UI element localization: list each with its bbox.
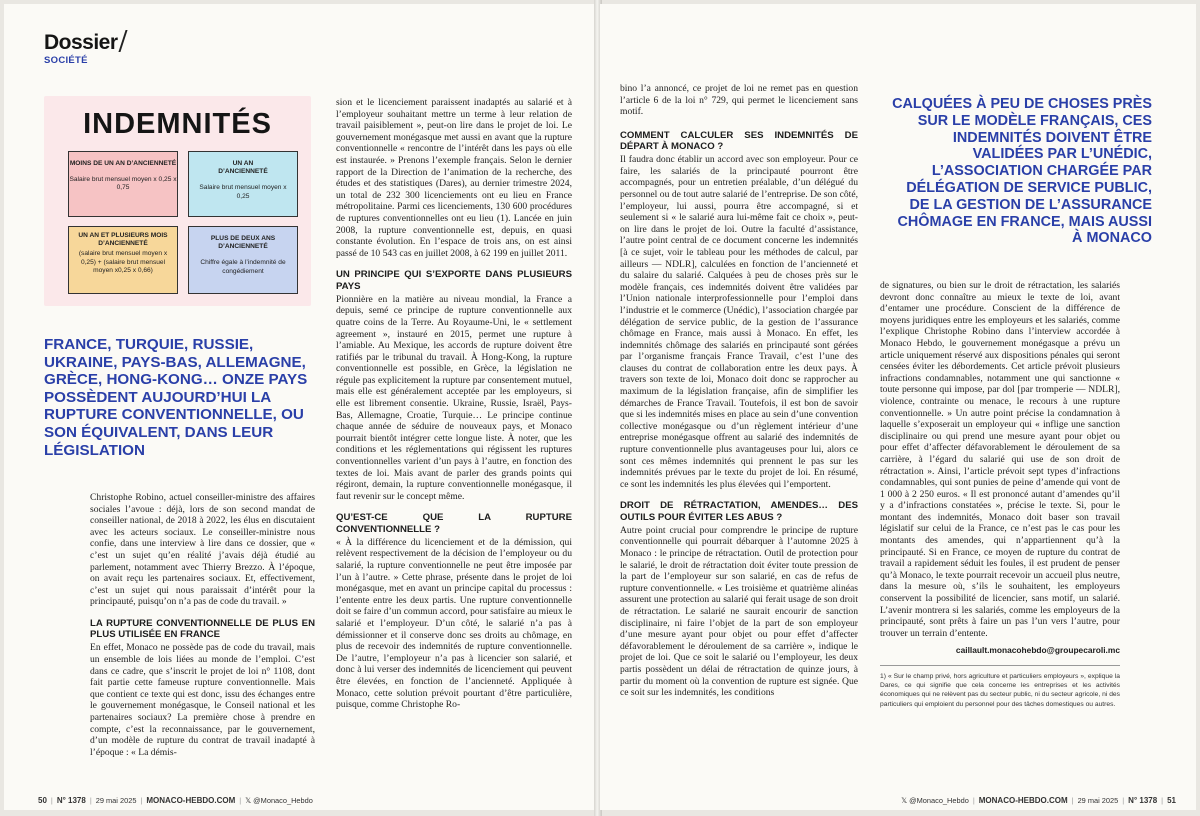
subheading-retractation: DROIT DE RÉTRACTATION, AMENDES… DES OUTILS POUR ÉVITER LES ABUS ? bbox=[620, 500, 858, 523]
card-heading: MOINS DE UN AN D’ANCIENNETÉ bbox=[69, 160, 177, 167]
card-one-year-plus-months bbox=[68, 226, 178, 294]
infographic-title: INDEMNITÉS bbox=[83, 108, 272, 140]
left-page bbox=[4, 4, 596, 810]
body-paragraph: Il faudra donc établir un accord avec son employeur. Pour ce faire, les salariés de la principauté pourront être accompagnés, pour un entretien préalable, d’un délégué du personnel ou de tout autre salarié de l’entreprise. De son côté, l’employeur, lui aussi, pourra être accompagné, si et seulement si « le salarié aura lui-même fait ce choix », peut-on lire dans le projet de loi. Outre la faculté d’assistance, l’autre point central de ce document concerne les indemnités [à ce sujet, voir le tableau pour les méthodes de calcul, par ailleurs — NDLR], calculées en fonction de l’ancienneté et du salaire du salarié. Calquées à peu de choses près sur le modèle français, ces indemnités doivent être validées par l’Union nationale interprofessionnelle pour l’emploi dans l’industrie et le commerce (Unédic), l’association chargée par délégation de service public, de la gestion de l’assurance chômage en France, mais aussi à Monaco. En effet, les indemnités chômage des salariés en principauté sont gérées par l’organisme français France Travail, c’est l’une des clauses du contrat de collaboration entre les deux pays. À travers son texte de loi, Monaco doit donc se rapprocher au maximum de la législation française, afin de simplifier les démarches de France Travail. Toutefois, il est bon de savoir que si les indemnités mises en place au sein d’une convention collective monégasque ou d’un règlement intérieur d’une entreprise monégasque offrent au salarié des indemnités de rupture conventionnelle plus avantageuses pour lui, alors ce sont ces mêmes indemnités qui prennent le pas sur les indemnités prévues par le texte du projet de loi. En résumé, ce sont les indemnités les plus élevées qui l’emportent. bbox=[620, 154, 858, 490]
footer-right: 𝕏 @Monaco_Hebdo | MONACO-HEBDO.COM | 29 mai 2025 | N° 1378 | 51 bbox=[901, 796, 1176, 805]
right-column-1 bbox=[620, 83, 858, 699]
website: MONACO-HEBDO.COM bbox=[978, 796, 1068, 805]
website: MONACO-HEBDO.COM bbox=[146, 796, 236, 805]
footnote: 1) « Sur le champ privé, hors agriculture et particuliers employeurs », explique la Dares, ce qui signifie que cela concerne les entreprises et les activités économiques qui ne relèvent pas du secteur public, ni du secteur agricole, ni des particuliers qui emploient du personnel pour des tâches domestiques ou autres. bbox=[880, 673, 1120, 708]
author-email: caillault.monacohebdo@groupecaroli.mc bbox=[955, 645, 1120, 656]
card-heading: UN AN ET PLUSIEURS MOIS D’ANCIENNETÉ bbox=[78, 232, 168, 248]
social-handle: 𝕏 @Monaco_Hebdo bbox=[245, 796, 313, 805]
footer-left: 50 | N° 1378 | 29 mai 2025 | MONACO-HEBDO.COM | 𝕏 @Monaco_Hebdo bbox=[38, 796, 313, 805]
intro-paragraph: Christophe Robino, actuel conseiller-ministre des affaires sociales l’avoue : déjà, lors de son second mandat de conseiller national, de 2018 à 2022, les élus en discutaient avec les acteurs sociaux. Le conseiller-ministre nous confie, dans une interview à lire dans ce dossier, que « c’est un sujet qu’en réalité j’avais déjà étudié au parlement, notamment avec Thierry Brezzo. À l’époque, on avait reçu les partenaires sociaux. Et, effectivement, c’est un sujet qui nous paraissait d’intérêt pour la principauté, puisqu’on n’a pas de code du travail. » bbox=[90, 492, 315, 608]
right-column-2 bbox=[880, 280, 1120, 709]
card-less-one-year bbox=[68, 151, 178, 217]
card-more-two-years bbox=[188, 226, 298, 294]
card-heading: PLUS DE DEUX ANS D’ANCIENNETÉ bbox=[210, 235, 276, 251]
card-body: Salaire brut mensuel moyen x 0,25 x 0,75 bbox=[69, 176, 177, 192]
left-column-2 bbox=[336, 97, 572, 711]
subheading-calcul: COMMENT CALCULER SES INDEMNITÉS DE DÉPART À MONACO ? bbox=[620, 129, 858, 152]
section-title: Dossier bbox=[44, 31, 118, 54]
card-body: Chiffre égale à l’indemnité de congédiement bbox=[200, 259, 286, 275]
section-header bbox=[44, 30, 124, 66]
card-heading: UN AN D’ANCIENNETÉ bbox=[218, 160, 268, 176]
pull-quote-countries: FRANCE, TURQUIE, RUSSIE, UKRAINE, PAYS-BAS, ALLEMAGNE, GRÈCE, HONG-KONG… ONZE PAYS POSSÈDENT AUJOURD’HUI LA RUPTURE CONVENTIONNELLE, OU SON ÉQUIVALENT, DANS LEUR LÉGISLATION bbox=[44, 336, 308, 459]
subheading-definition: QU’EST-CE QUE LA RUPTURE CONVENTIONNELLE ? bbox=[336, 512, 572, 535]
social-handle: 𝕏 @Monaco_Hebdo bbox=[901, 796, 969, 805]
body-paragraph: Pionnière en la matière au niveau mondial, la France a depuis, semé ce principe de rupture conventionnelle aux quatre coins de la Terre. Au Royaume-Uni, le « settlement agreement », instauré en 2015, permet une rupture à l’amiable. Au Mexique, les accords de rupture doivent être ratifiés par le tribunal du travail. À Hong-Kong, la rupture conventionnelle est possible, en Grèce, la législation ne régule pas explicitement la rupture par consentement mutuel, mais elle est généralement acceptée par les employeurs, si elle est librement consentie. Ukraine, Russie, Israël, Pays-Bas, Allemagne, Croatie, Turquie… Le principe continue chaque année de séduire de nouveaux pays, et Monaco pourrait bientôt intégrer cette longue liste. À noter, que les conditions et les réglementations qui régissent les ruptures conventionnelles varient d’un pays à l’autre, en fonction des textes de loi. Mais avant de parler des grands points qui régiront, demain, la rupture conventionnelle monégasque, il faut revenir sur le concept même. bbox=[336, 293, 572, 502]
right-page bbox=[600, 4, 1196, 810]
card-body: Salaire brut mensuel moyen x 0,25 bbox=[199, 184, 287, 200]
issue-date: 29 mai 2025 bbox=[1077, 796, 1119, 805]
page-number: 50 bbox=[38, 796, 47, 805]
indemnites-infographic bbox=[44, 96, 311, 306]
subheading-export: UN PRINCIPE QUI S’EXPORTE DANS PLUSIEURS PAYS bbox=[336, 269, 572, 292]
section-subtitle: SOCIÉTÉ bbox=[44, 55, 88, 66]
body-paragraph: En effet, Monaco ne possède pas de code du travail, mais un ensemble de lois liées au monde de l’emploi. C’est dans ce cadre, que s’inscrit le projet de loi n° 1108, dont fait partie cette fameuse rupture conventionnelle. Mais que contient ce texte qui est donc, issu des échanges entre le gouvernement monégasque, le Conseil national et les partenaires sociaux? La première chose à prendre en compte, c’est la reconnaissance, par le gouvernement, d’un modèle de rupture du contrat de travail inadapté à l’époque : « La démis- bbox=[90, 642, 315, 758]
body-paragraph: sion et le licenciement paraissent inadaptés au salarié et à l’employeur souhaitant mettre un terme à leur relation de travail paisiblement », peut-on lire dans le projet de loi. Le gouvernement monégasque met aussi en avant que la rupture conventionnelle « rencontre de l’intérêt dans les pays où elle est instaurée. » Prenons l’exemple français. Selon le dernier rapport de la Direction de l’animation de la recherche, des études et des statistiques (Dares), au dernier trimestre 2024, un total de 232 300 licenciements ont eu lieu en France métropolitaine. Parmi ces licenciements, 130 600 procédures de ruptures conventionnelles ont eu lieu (1). Lancée en juin 2008, la rupture conventionnelle est, depuis, en quasi constante évolution. En l’espace de trois ans, on est ainsi passé de 10 543 cas en juillet 2008, à 62 199 en juillet 2011. bbox=[336, 97, 572, 259]
subheading-france-usage: LA RUPTURE CONVENTIONNELLE DE PLUS EN PLUS UTILISÉE EN FRANCE bbox=[90, 617, 315, 641]
issue-number: N° 1378 bbox=[1128, 796, 1158, 805]
card-body: (salaire brut mensuel moyen x 0,25) + (salaire brut mensuel moyen x0,25 x 0,66) bbox=[78, 250, 168, 274]
card-one-year bbox=[188, 151, 298, 217]
footnote-divider bbox=[880, 665, 1120, 666]
slash-mark bbox=[118, 30, 127, 52]
issue-number: N° 1378 bbox=[56, 796, 86, 805]
page-number: 51 bbox=[1167, 796, 1176, 805]
left-column-1 bbox=[90, 492, 315, 758]
issue-date: 29 mai 2025 bbox=[95, 796, 137, 805]
body-paragraph: de signatures, ou bien sur le droit de rétractation, les salariés devront donc connaître au mieux le texte de loi, avant d’entamer une procédure. Conscient de la différence de moyens juridiques entre les employeurs et les salariés, comme l’explique Christophe Robino dans l’interview accordée à Monaco Hebdo, le gouvernement monégasque a prévu un article uniquement réservé aux dispositions pénales qui seront censées éviter les débordements. Cet article prévoit plusieurs infractions condamnables, notamment une qui sanctionne « toute personne qui impose, par dol [par tromperie — NDLR], violence, contrainte ou menace, le recours à une rupture conventionnelle. » Un autre point précise la condamnation à laquelle s’exposerait un employeur qui « inflige une sanction disciplinaire ou qui prend une mesure ayant pour objet ou pour effet d’affecter défavorablement le déroulement de sa carrière, à l’égard du salarié qui use de son droit de rétractation ». Ainsi, l’article prévoit sept types d’infractions condamnables, qui sont punies de peine d’amende qui vont de 1 000 à 2 250 euros. « Il est prononcé autant d’amendes qu’il y a d’infractions constatées », précise le texte. Si, pour le montant des indemnités, Monaco doit baser son travail législatif sur celui de la France, ce n’est pas le cas pour les montants des amendes, qui n’appartiennent qu’à la principauté. Si en France, ce moyen de rupture du contrat de travail a rapidement séduit les foules, il est prudent de penser qu’à Monaco, le texte pourrait recevoir un accueil plus neutre, dans la mesure où, s’ils le souhaitent, les employeurs conservent la possibilité de licencier, sans motif, un salarié. L’avenir montrera si les salariés, comme les employeurs de la principauté, sont prêts à faire un pas l’un vers l’autre, pour trouver un terrain d’entente. bbox=[880, 280, 1120, 639]
pull-quote-unedic: CALQUÉES À PEU DE CHOSES PRÈS SUR LE MODÈLE FRANÇAIS, CES INDEMNITÉS DOIVENT ÊTRE VALIDÉES PAR L’UNÉDIC, L’ASSOCIATION CHARGÉE PAR DÉLÉGATION DE SERVICE PUBLIC, DE LA GESTION DE L’ASSURANCE CHÔMAGE EN FRANCE, MAIS AUSSI À MONACO bbox=[892, 96, 1152, 247]
body-paragraph: « À la différence du licenciement et de la démission, qui relèvent respectivement de la décision de l’employeur ou du salarié, la rupture conventionnelle ne peut être imposée par l’un à l’autre. » Cette phrase, présente dans le projet de loi monégasque, met en avant un principe capital du processus : l’entente entre les deux partis. Une rupture conventionnelle doit se faire d’un commun accord, pour satisfaire au mieux le salarié et l’employeur. D’un côté, le salarié n’a pas à démissionner et il conserve donc ses droits au chômage, en plus de recevoir des indemnités de rupture conventionnelle. De l’autre, l’employeur n’a pas à licencier son salarié, et donc à lui verser des indemnités de licenciement qui peuvent être élevées, en fonction de l’ancienneté. Appliquée à Monaco, cette solution prévoit pourtant d’être particulière, puisque, comme Christophe Ro- bbox=[336, 536, 572, 711]
body-paragraph: bino l’a annoncé, ce projet de loi ne remet pas en question l’article 6 de la loi n° 729, qui permet le licenciement sans motif. bbox=[620, 83, 858, 118]
body-paragraph: Autre point crucial pour comprendre le principe de rupture conventionnelle qui pourrait débarquer à l’automne 2025 à Monaco : le principe de rétractation. Outil de protection pour le salarié, le droit de rétractation doit éviter toute pression de la part de l’employeur sur son salarié, en cas de refus de rupture conventionnelle. « Les troisième et quatrième alinéas assurent une protection au salarié qui ferait usage de son droit de rétractation. Le salarié ne saurait encourir de sanction disciplinaire, ni faire l’objet de la part de son employeur d’une mesure ayant pour objet ou pour effet d’affecter défavorablement le déroulement de sa carrière », indique le projet de loi. Que ce soit le salarié ou l’employeur, les deux partis possèdent un délai de rétractation de quinze jours, à partir du moment où la convention de rupture est signée. Que ce soit sur les indemnités, les conditions bbox=[620, 524, 858, 699]
